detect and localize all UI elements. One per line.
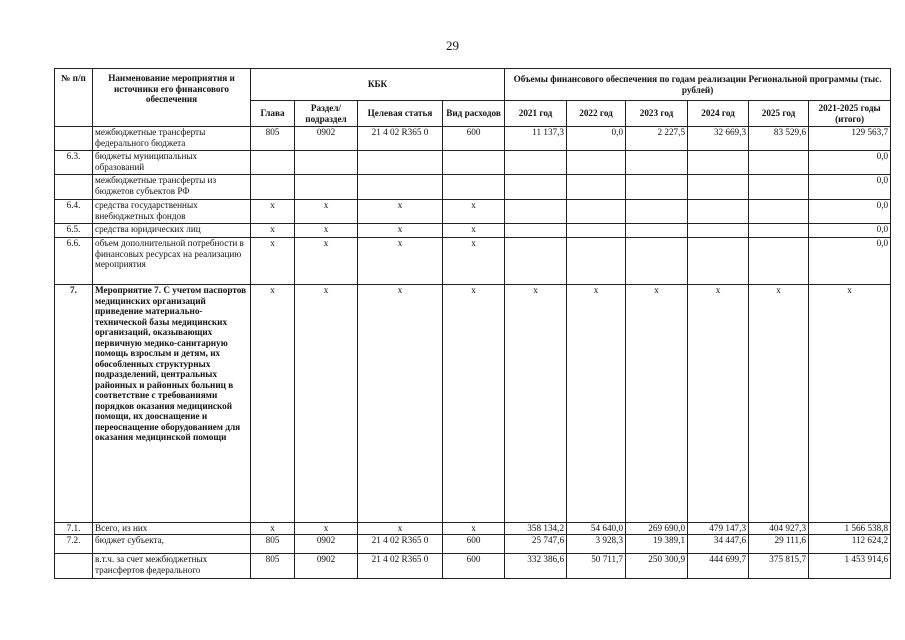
row-total: 1 453 914,6 — [809, 554, 891, 579]
row-2021: 25 747,6 — [505, 535, 567, 554]
row-total: x — [809, 285, 891, 523]
row-statya: x — [358, 285, 443, 523]
row-2021 — [505, 224, 567, 238]
row-statya: 21 4 02 R365 0 — [358, 127, 443, 151]
table-row — [55, 151, 891, 175]
row-2021 — [505, 175, 567, 200]
row-2022: 54 640,0 — [567, 523, 626, 535]
row-vid: 600 — [443, 127, 505, 151]
row-name: бюджет субъекта, — [93, 535, 251, 554]
row-2022: 50 711,7 — [567, 554, 626, 579]
row-2022: x — [567, 285, 626, 523]
row-glava: x — [251, 200, 295, 224]
row-statya: x — [358, 523, 443, 535]
table-row — [55, 285, 891, 523]
row-total: 0,0 — [809, 200, 891, 224]
row-2023: 250 300,9 — [626, 554, 688, 579]
table-row — [55, 127, 891, 151]
row-2021 — [505, 200, 567, 224]
row-num — [55, 127, 93, 151]
row-2025 — [749, 224, 809, 238]
row-name: межбюджетные трансферты федерального бюджета — [93, 127, 251, 151]
row-glava: x — [251, 523, 295, 535]
row-vid: 600 — [443, 554, 505, 579]
row-vid — [443, 175, 505, 200]
row-2023 — [626, 151, 688, 175]
row-name: Мероприятие 7. С учетом паспортов медицинских организаций приведение материально-технической базы медицинских организаций, оказывающих первичную медико-санитарную помощь взрослым и детям, их обособленных структурных подразделений, центральных районных и районных больниц в соответствие с требованиями порядков оказания медицинской помощи, их дооснащение и переоснащение оборудованием для оказания медицинской помощи — [93, 285, 251, 523]
row-num: 7. — [55, 285, 93, 523]
row-2023 — [626, 238, 688, 285]
row-total: 1 566 538,8 — [809, 523, 891, 535]
row-2023: x — [626, 285, 688, 523]
header-2023: 2023 год — [626, 101, 688, 127]
row-razdel: x — [295, 523, 358, 535]
row-2024 — [688, 224, 749, 238]
row-2021: x — [505, 285, 567, 523]
row-2025: 375 815,7 — [749, 554, 809, 579]
header-2022: 2022 год — [567, 101, 626, 127]
row-2023: 2 227,5 — [626, 127, 688, 151]
row-vid: x — [443, 238, 505, 285]
header-kbk: КБК — [251, 69, 505, 101]
row-num: 6.5. — [55, 224, 93, 238]
table-row — [55, 523, 891, 535]
row-2024: x — [688, 285, 749, 523]
row-total: 129 563,7 — [809, 127, 891, 151]
row-glava: 805 — [251, 535, 295, 554]
row-2025 — [749, 151, 809, 175]
row-num: 6.3. — [55, 151, 93, 175]
row-statya: 21 4 02 R365 0 — [358, 554, 443, 579]
row-2021 — [505, 238, 567, 285]
row-2024 — [688, 175, 749, 200]
row-glava: x — [251, 238, 295, 285]
row-2024 — [688, 151, 749, 175]
header-volumes: Объемы финансового обеспечения по годам реализации Региональной программы (тыс. рублей) — [505, 69, 891, 101]
row-glava: 805 — [251, 127, 295, 151]
table-row — [55, 535, 891, 554]
header-2025: 2025 год — [749, 101, 809, 127]
row-2025 — [749, 238, 809, 285]
row-2024: 34 447,6 — [688, 535, 749, 554]
row-2023 — [626, 175, 688, 200]
row-razdel: x — [295, 238, 358, 285]
row-razdel: 0902 — [295, 535, 358, 554]
header-total: 2021-2025 годы (итого) — [809, 101, 891, 127]
table-row — [55, 200, 891, 224]
row-name: объем дополнительной потребности в финансовых ресурсах на реализацию мероприятия — [93, 238, 251, 285]
row-total: 0,0 — [809, 175, 891, 200]
row-name: средства государственных внебюджетных фондов — [93, 200, 251, 224]
row-2022 — [567, 151, 626, 175]
row-2022: 0,0 — [567, 127, 626, 151]
row-total: 112 624,2 — [809, 535, 891, 554]
header-vid: Вид расходов — [443, 101, 505, 127]
header-2021: 2021 год — [505, 101, 567, 127]
header-name: Наименование мероприятия и источники его финансового обеспечения — [93, 69, 251, 127]
row-name: Всего, из них — [93, 523, 251, 535]
row-vid — [443, 151, 505, 175]
row-statya: x — [358, 238, 443, 285]
row-razdel: x — [295, 200, 358, 224]
row-glava — [251, 151, 295, 175]
row-name: бюджеты муниципальных образований — [93, 151, 251, 175]
row-2024: 444 699,7 — [688, 554, 749, 579]
row-num: 7.2. — [55, 535, 93, 554]
row-statya: x — [358, 200, 443, 224]
row-vid: x — [443, 200, 505, 224]
row-2023: 269 690,0 — [626, 523, 688, 535]
header-statya: Целевая статья — [358, 101, 443, 127]
table-row — [55, 554, 891, 579]
row-vid: 600 — [443, 535, 505, 554]
row-vid: x — [443, 523, 505, 535]
row-num: 6.6. — [55, 238, 93, 285]
row-2021: 11 137,3 — [505, 127, 567, 151]
row-glava: x — [251, 224, 295, 238]
header-2024: 2024 год — [688, 101, 749, 127]
row-2021 — [505, 151, 567, 175]
row-razdel: x — [295, 285, 358, 523]
row-2025: x — [749, 285, 809, 523]
row-2022 — [567, 224, 626, 238]
row-razdel — [295, 151, 358, 175]
row-glava: 805 — [251, 554, 295, 579]
row-glava — [251, 175, 295, 200]
row-2023 — [626, 224, 688, 238]
row-2025: 404 927,3 — [749, 523, 809, 535]
row-2021: 332 386,6 — [505, 554, 567, 579]
row-num — [55, 554, 93, 579]
row-total: 0,0 — [809, 224, 891, 238]
row-statya — [358, 151, 443, 175]
row-vid: x — [443, 224, 505, 238]
row-2023 — [626, 200, 688, 224]
row-vid: x — [443, 285, 505, 523]
row-2024: 32 669,3 — [688, 127, 749, 151]
row-total: 0,0 — [809, 151, 891, 175]
row-total: 0,0 — [809, 238, 891, 285]
row-name: средства юридических лиц — [93, 224, 251, 238]
financing-table — [54, 68, 891, 579]
row-name: межбюджетные трансферты из бюджетов субъектов РФ — [93, 175, 251, 200]
row-2022 — [567, 200, 626, 224]
row-2024 — [688, 200, 749, 224]
row-2024 — [688, 238, 749, 285]
table-row — [55, 224, 891, 238]
row-2023: 19 389,1 — [626, 535, 688, 554]
row-2025: 83 529,6 — [749, 127, 809, 151]
header-razdel: Раздел/ подраздел — [295, 101, 358, 127]
row-2025: 29 111,6 — [749, 535, 809, 554]
header-num: № п/п — [55, 69, 93, 127]
row-razdel: x — [295, 224, 358, 238]
row-2025 — [749, 200, 809, 224]
row-2024: 479 147,3 — [688, 523, 749, 535]
table-row — [55, 175, 891, 200]
row-2022 — [567, 175, 626, 200]
row-2021: 358 134,2 — [505, 523, 567, 535]
table-row — [55, 238, 891, 285]
row-statya — [358, 175, 443, 200]
row-num — [55, 175, 93, 200]
row-razdel — [295, 175, 358, 200]
row-glava: x — [251, 285, 295, 523]
row-razdel: 0902 — [295, 554, 358, 579]
row-statya: x — [358, 224, 443, 238]
page-number: 29 — [446, 38, 459, 53]
row-2022 — [567, 238, 626, 285]
header-glava: Глава — [251, 101, 295, 127]
row-2022: 3 928,3 — [567, 535, 626, 554]
row-num: 7.1. — [55, 523, 93, 535]
row-2025 — [749, 175, 809, 200]
row-name: в.т.ч. за счет межбюджетных трансфертов федерального — [93, 554, 251, 579]
row-razdel: 0902 — [295, 127, 358, 151]
row-num: 6.4. — [55, 200, 93, 224]
row-statya: 21 4 02 R365 0 — [358, 535, 443, 554]
